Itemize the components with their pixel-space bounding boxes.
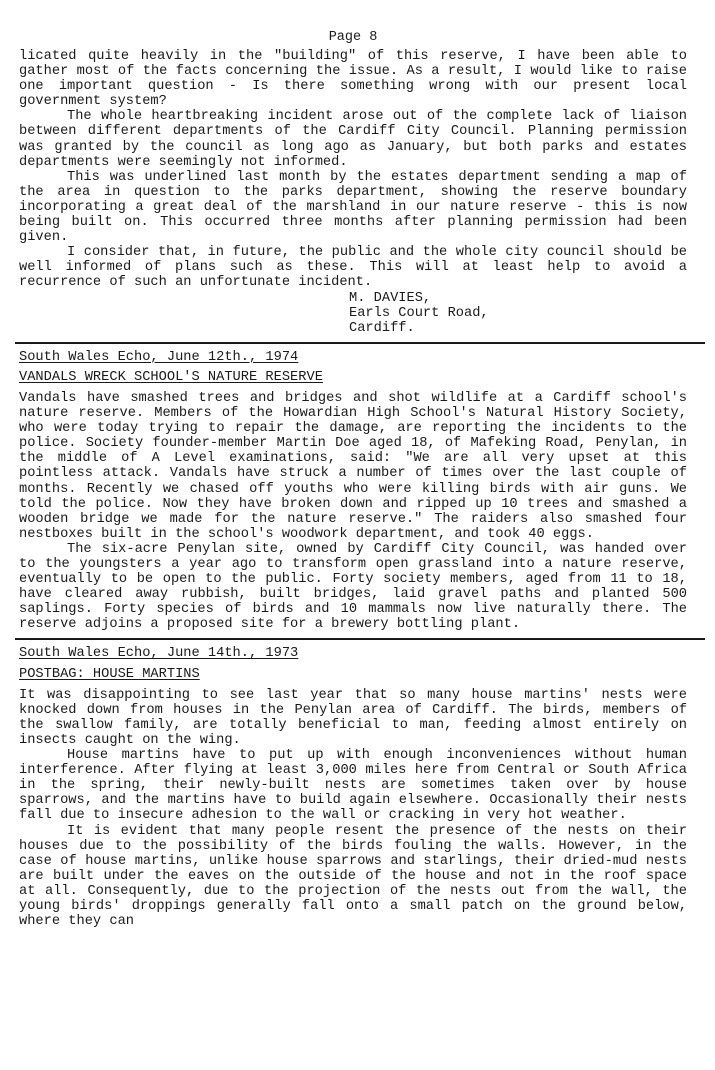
page-number: Page 8 — [328, 30, 378, 45]
vandals-article — [19, 350, 687, 633]
article-headline: POSTBAG: HOUSE MARTINS — [19, 666, 200, 682]
signature-street: Earls Court Road, — [349, 305, 489, 321]
letter-paragraph: I consider that, in future, the public and the whole city council should be well informed of plans such as these. This will at least help to avoid a recurrence of such an unfortunate incident. — [19, 245, 687, 291]
letter-paragraph: licated quite heavily in the "building" of this reserve, I have been able to gather most of the facts concerning the issue. As a result, I would like to raise one important question - Is there something wrong with our present local government system? — [19, 49, 687, 110]
article-paragraph: Vandals have smashed trees and bridges and shot wildlife at a Cardiff school's nature reserve. Members of the Howardian High School's Natural History Society, who were today trying to repair the damage, are reporting the incidents to the police. Society founder-member Martin Doe aged 18, of Mafeking Road, Penylan, in the middle of A Level examinations, said: "We are all very upset at this pointless attack. Vandals have struck a number of times over the last couple of months. Recently we chased off youths who were killing birds with air guns. We told the police. Now they have broken down and ripped up 10 trees and smashed a wooden bridge we made for the nature reserve." The raiders also smashed four nestboxes built in the school's woodwork department, and took 40 eggs. — [19, 390, 687, 542]
signature-name: M. DAVIES, — [349, 290, 432, 306]
article-source: South Wales Echo, June 14th., 1973 — [19, 646, 299, 662]
article-source: South Wales Echo, June 12th., 1974 — [19, 349, 299, 365]
letter-paragraph: The whole heartbreaking incident arose out of the complete lack of liaison between different departments of the Cardiff City Council. Planning permission was granted by the council as long ago as January, but both parks and estates departments were seemingly not informed. — [19, 109, 687, 170]
section-divider — [15, 638, 705, 640]
signature-city: Cardiff. — [349, 320, 415, 336]
article-paragraph: It was disappointing to see last year that so many house martins' nests were knocked down from houses in the Penylan area of Cardiff. The birds, members of the swallow family, are totally beneficial to man, feeding almost entirely on insects caught on the wing. — [19, 687, 687, 748]
letter-signature — [349, 291, 687, 336]
letter-section — [19, 49, 687, 336]
letter-paragraph: This was underlined last month by the estates department sending a map of the area in question to the parks department, showing the reserve boundary incorporating a great deal of the marshland in our nature reserve - this is now being built on. This occurred three months after planning permission had been given. — [19, 169, 687, 246]
article-paragraph: House martins have to put up with enough inconveniences without human interference. After flying at least 3,000 miles here from Central or South Africa in the spring, their newly-built nests are sometimes taken over by house sparrows, and the martins have to build again elsewhere. Occasionally their nests fall due to insecure adhesion to the wall or cracking in very hot weather. — [19, 748, 687, 824]
article-paragraph: It is evident that many people resent the presence of the nests on their houses due to the possibility of the birds fouling the walls. However, in the case of house martins, unlike house sparrows and starlings, their dried-mud nests are built under the eaves on the outside of the house and not in the roof space at all. Consequently, due to the projection of the nests out from the wall, the young birds' droppings generally fall onto a small patch on the ground below, where they can — [19, 823, 687, 930]
article-headline: VANDALS WRECK SCHOOL'S NATURE RESERVE — [19, 369, 323, 385]
house-martins-article — [19, 646, 687, 929]
section-divider — [15, 342, 705, 344]
article-paragraph: The six-acre Penylan site, owned by Cardiff City Council, was handed over to the youngsters a year ago to transform open grassland into a nature reserve, eventually to be open to the public. Forty society members, aged from 11 to 18, have cleared away rubbish, built bridges, laid gravel paths and planted 500 saplings. Forty species of birds and 10 mammals now live naturally there. The reserve adjoins a proposed site for a brewery bottling plant. — [19, 541, 687, 633]
